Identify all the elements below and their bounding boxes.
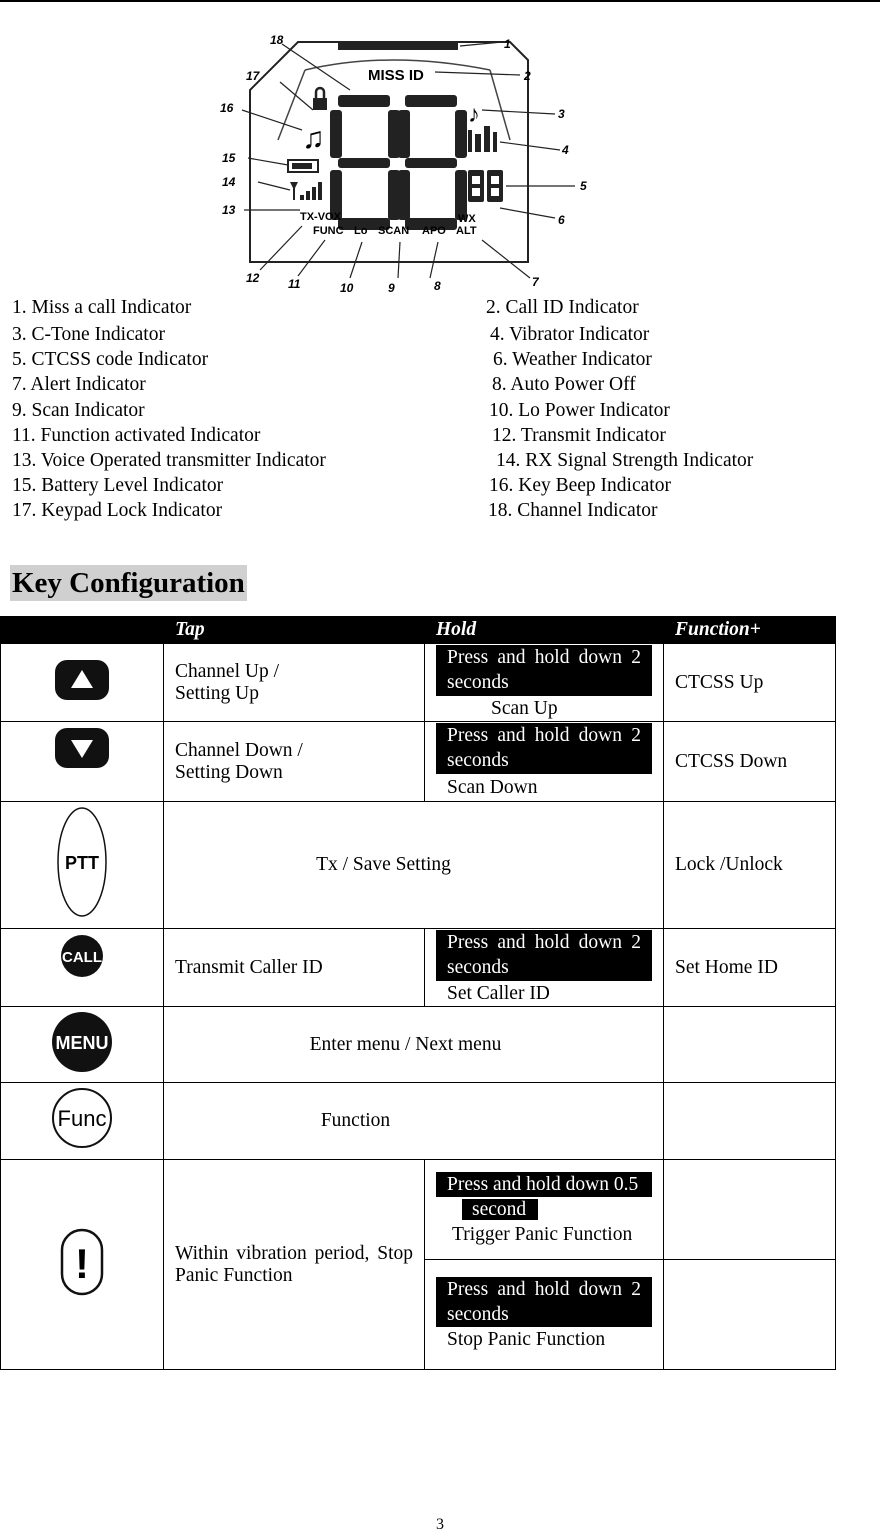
callout-12: 12: [246, 271, 260, 285]
legend-item: 11. Function activated Indicator: [12, 424, 261, 446]
legend-item: 18. Channel Indicator: [488, 500, 658, 522]
legend-item: 13. Voice Operated transmitter Indicator: [12, 449, 326, 471]
tx-vox-label: TX-VOX: [300, 211, 341, 223]
hold-instruction: Press and hold down 2 seconds: [436, 1277, 652, 1327]
tap-cell: [164, 802, 664, 929]
ptt-key-cell: [1, 802, 164, 929]
legend-item: 6. Weather Indicator: [493, 349, 652, 371]
callout-4: 4: [562, 143, 569, 157]
table-row: [1, 1007, 836, 1083]
hold-action: Trigger Panic Function: [452, 1224, 633, 1245]
tap-text: Function: [320, 1110, 391, 1131]
table-row: [1, 644, 836, 722]
legend-item: 8. Auto Power Off: [492, 374, 636, 396]
legend-item: 7. Alert Indicator: [12, 374, 146, 396]
callout-11: 11: [288, 277, 301, 291]
hold-cell: [425, 722, 664, 802]
callout-13: 13: [222, 203, 236, 217]
lo-label: Lo: [354, 225, 368, 237]
battery-icon: [288, 160, 318, 172]
ptt-key-icon: [55, 806, 109, 918]
function-cell: CTCSS Down: [664, 722, 836, 802]
func-label: Func: [57, 1106, 107, 1131]
tap-text: Setting Down: [175, 761, 283, 783]
tap-text: Tx / Save Setting: [316, 854, 451, 875]
tap-cell: [164, 722, 425, 802]
legend-item: 3. C-Tone Indicator: [12, 324, 165, 346]
hold-cell: [425, 644, 664, 722]
callout-5: 5: [580, 179, 587, 193]
callout-16: 16: [220, 101, 234, 115]
tap-cell: [164, 644, 425, 722]
callout-8: 8: [434, 279, 441, 292]
call-key-cell: [1, 929, 164, 1007]
legend-item: 2. Call ID Indicator: [486, 297, 639, 318]
tap-cell: [164, 1083, 664, 1160]
call-label: CALL: [62, 949, 102, 966]
hold-instruction: Press and hold down 2 seconds: [436, 645, 652, 695]
tap-cell: [164, 1007, 664, 1083]
table-row: [1, 1083, 836, 1160]
legend-item: 15. Battery Level Indicator: [12, 475, 224, 497]
function-cell: [664, 1083, 836, 1160]
ctcss-digits-icon: [468, 170, 503, 202]
legend-item: 16. Key Beep Indicator: [489, 475, 671, 497]
callout-17: 17: [246, 69, 260, 83]
callout-18: 18: [270, 33, 284, 47]
callout-9: 9: [388, 281, 395, 292]
hold-instruction-line: [436, 1197, 652, 1222]
up-arrow-key-icon: [53, 658, 111, 702]
hold-cell: [425, 1260, 664, 1370]
apo-label: APO: [422, 225, 446, 237]
legend-item: 14. RX Signal Strength Indicator: [496, 449, 754, 471]
header-function: Function+: [664, 617, 836, 644]
function-cell: [664, 1160, 836, 1260]
key-beep-icon: ♫: [302, 122, 325, 155]
callout-10: 10: [340, 281, 354, 292]
legend-item: 17. Keypad Lock Indicator: [12, 500, 223, 522]
tap-cell: Transmit Caller ID: [164, 929, 425, 1007]
callout-2: 2: [524, 69, 531, 83]
ctone-icon: ♪: [468, 101, 480, 128]
call-key-icon: [59, 933, 105, 979]
section-heading: Key Configuration: [12, 567, 245, 599]
function-cell: [664, 1260, 836, 1370]
menu-key-icon: [50, 1010, 114, 1074]
hold-action: Stop Panic Function: [447, 1329, 606, 1350]
hold-action: Scan Down: [436, 773, 652, 801]
legend-item: 1. Miss a call Indicator: [12, 297, 192, 318]
callout-14: 14: [222, 175, 236, 189]
function-cell: Set Home ID: [664, 929, 836, 1007]
down-key-cell: [1, 722, 164, 802]
table-row: [1, 929, 836, 1007]
ptt-label: PTT: [65, 853, 99, 873]
header-hold: Hold: [425, 617, 664, 644]
hold-instruction: second: [462, 1199, 538, 1220]
tap-text: Channel Down /: [175, 739, 303, 761]
func-key-icon: [51, 1086, 113, 1150]
menu-label: MENU: [55, 1032, 109, 1053]
vibrator-icon: [468, 126, 497, 152]
hold-instruction: Press and hold down 0.5: [436, 1172, 652, 1197]
big-digits-icon: [330, 95, 467, 230]
scan-label: SCAN: [378, 225, 410, 237]
legend-item: 4. Vibrator Indicator: [490, 324, 650, 346]
table-row: [1, 1160, 836, 1260]
alt-label: ALT: [456, 225, 477, 237]
tap-text: Enter menu / Next menu: [309, 1033, 502, 1055]
callout-3: 3: [558, 107, 565, 121]
callout-6: 6: [558, 213, 565, 227]
tap-text: Channel Up /: [175, 660, 279, 682]
function-cell: Lock /Unlock: [664, 802, 836, 929]
lock-icon: [313, 88, 327, 110]
up-key-cell: [1, 644, 164, 722]
tap-text: Setting Up: [175, 682, 259, 704]
top-rule: [0, 0, 880, 2]
legend-item: 9. Scan Indicator: [12, 399, 145, 421]
tap-cell: Within vibration period, Stop Panic Function: [164, 1160, 425, 1370]
wx-label: WX: [458, 213, 476, 225]
signal-strength-icon: [290, 182, 322, 200]
down-arrow-key-icon: [53, 726, 111, 770]
callout-7: 7: [532, 275, 539, 289]
page-number: 3: [436, 1516, 444, 1533]
panic-key-cell: [1, 1160, 164, 1370]
function-cell: [664, 1007, 836, 1083]
function-cell: CTCSS Up: [664, 644, 836, 722]
hold-instruction: Press and hold down 2 seconds: [436, 930, 652, 980]
header-blank: [1, 617, 164, 644]
menu-key-cell: [1, 1007, 164, 1083]
indicator-legend: [12, 297, 872, 526]
lcd-display-diagram: [210, 30, 600, 292]
panic-label: !: [75, 1239, 89, 1287]
legend-item: 5. CTCSS code Indicator: [12, 349, 209, 371]
legend-item: 12. Transmit Indicator: [492, 424, 666, 446]
hold-instruction: Press and hold down 2 seconds: [436, 723, 652, 773]
table-row: [1, 722, 836, 802]
panic-key-icon: [59, 1228, 105, 1296]
table-row: [1, 802, 836, 929]
key-configuration-table: [0, 616, 836, 1370]
hold-cell: [425, 1160, 664, 1260]
channel-bar-icon: [338, 41, 458, 50]
func-label: FUNC: [313, 225, 344, 237]
callout-1: 1: [504, 37, 511, 51]
func-key-cell: [1, 1083, 164, 1160]
hold-action: Set Caller ID: [436, 980, 652, 1006]
miss-id-label: MISS ID: [368, 67, 424, 84]
legend-item: 10. Lo Power Indicator: [489, 399, 670, 421]
callout-15: 15: [222, 151, 236, 165]
header-tap: Tap: [164, 617, 425, 644]
table-header-row: [1, 617, 836, 644]
hold-cell: [425, 929, 664, 1007]
hold-action: Scan Up: [436, 695, 652, 721]
